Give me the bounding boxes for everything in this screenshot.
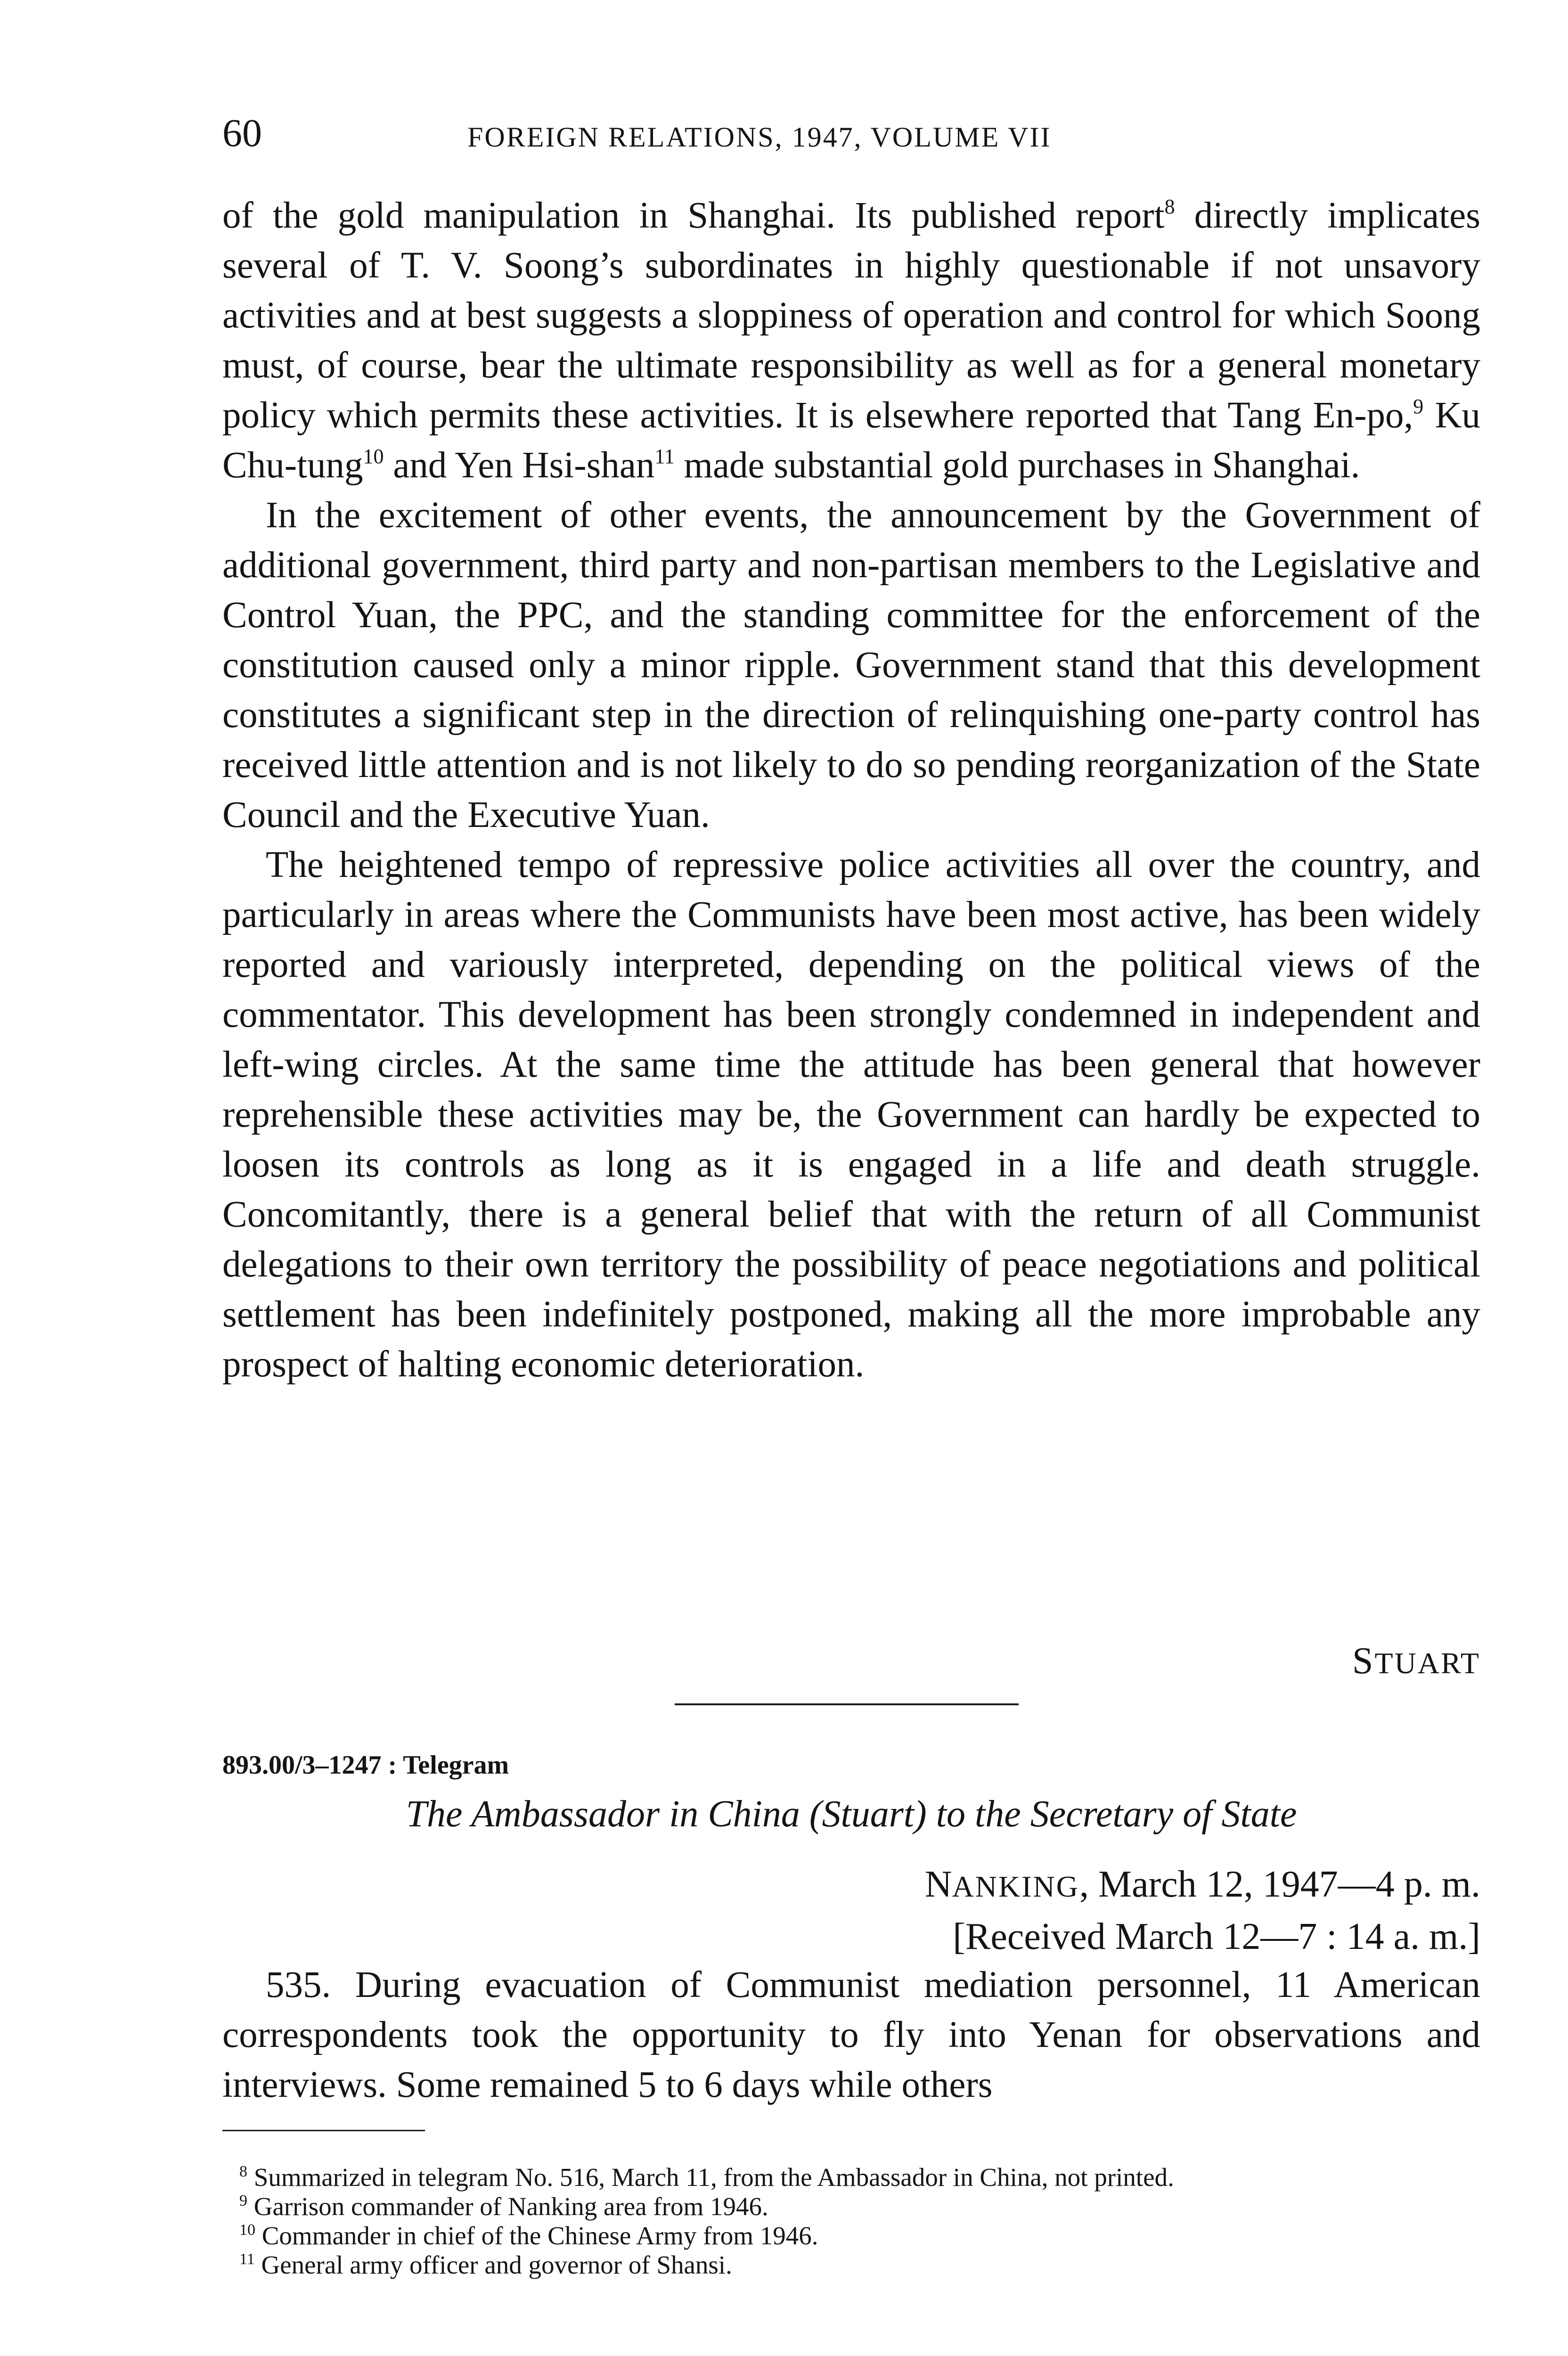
footnote-mark-10: 10 [239,2221,255,2239]
footnote-mark-9: 9 [239,2192,247,2209]
running-head [222,112,1480,155]
dateline-sent [925,1859,1480,1912]
footnote-11 [222,2250,1480,2280]
footnote-text-8: Summarized in telegram No. 516, March 11, from the Ambassador in China, not printed. [247,2163,1174,2192]
file-reference: 893.00/3–1247 : Telegram [222,1751,509,1780]
footnote-mark-8: 8 [239,2163,247,2180]
dateline-place-initial: N [924,1864,952,1905]
footnote-9 [222,2192,1480,2221]
paragraph-1-part-c: Ku Chu-tung [222,395,1480,486]
running-title: FOREIGN RELATIONS, 1947, VOLUME VII [467,122,1052,153]
footnote-text-11: General army officer and governor of Shansi. [254,2250,732,2279]
footnote-8 [222,2163,1480,2192]
signature-initial: S [1352,1640,1375,1682]
signature [1352,1640,1480,1683]
paragraph-2: In the excitement of other events, the announcement by the Government of additional government, third party and non-partisan members to the Legislative and Control Yuan, the PPC, and the standing committee for the enforcement of the constitution caused only a minor ripple. Government stand that this development constitutes a significant step in the direction of relinquishing one-party control has received little attention and is not likely to do so pending reorganization of the State Council and the Executive Yuan. [222,495,1480,835]
paragraph-1-part-b: directly implicates several of T. V. Soong’s subordinates in highly questionable if not unsavory activities and at best suggests a sloppiness of operation and control for which Soong must, of course, bear the ultimate responsibility as well as for a general monetary policy which permits these activities. It is elsewhere reported that Tang En-po, [222,195,1480,436]
footnote-mark-11: 11 [239,2250,255,2268]
dateline-date: , March 12, 1947—4 p. m. [1079,1864,1480,1905]
footnote-ref-10: 10 [363,445,384,468]
dateline [925,1859,1480,1962]
telegram-paragraph: 535. During evacuation of Communist mediation personnel, 11 American correspondents took the opportunity to fly into Yenan for observations and interviews. Some remained 5 to 6 days while others [222,1964,1480,2105]
paragraph-1 [222,191,1480,491]
dateline-received: [Received March 12—7 : 14 a. m.] [953,1916,1480,1957]
signature-rest: TUART [1374,1646,1480,1680]
footnote-text-9: Garrison commander of Nanking area from 1946. [247,2192,768,2221]
paragraph-1-part-a: of the gold manipulation in Shanghai. Its published report [222,195,1165,236]
footnotes [222,2163,1480,2280]
footnote-text-10: Commander in chief of the Chinese Army from 1946. [255,2221,818,2250]
body-text [222,191,1480,1390]
footnote-rule [222,2130,425,2131]
footnote-ref-11: 11 [654,445,675,468]
footnote-ref-8: 8 [1164,195,1175,218]
section-divider [675,1703,1019,1705]
page-number: 60 [222,111,262,155]
document-title: The Ambassador in China (Stuart) to the Secretary of State [406,1793,1297,1835]
paragraph-3: The heightened tempo of repressive police activities all over the country, and particularly in areas where the Communists have been most active, has been widely reported and variously interpreted, depending on the political views of the commentator. This development has been strongly condemned in independent and left-wing circles. At the same time the attitude has been general that however reprehensible these activities may be, the Government can hardly be expected to loosen its controls as long as it is engaged in a life and death struggle. Concomitantly, there is a general belief that with the return of all Communist delegations to their own territory the possibility of peace negotiations and political settlement has been indefinitely postponed, making all the more improbable any prospect of halting economic deterioration. [222,844,1480,1385]
paragraph-1-part-d: and Yen Hsi-shan [384,445,655,486]
paragraph-1-part-e: made substantial gold purchases in Shanghai. [674,445,1360,486]
footnote-10 [222,2221,1480,2250]
footnote-ref-9: 9 [1413,395,1424,418]
dateline-place-rest: ANKING [952,1870,1079,1903]
telegram-text [222,1960,1480,2110]
